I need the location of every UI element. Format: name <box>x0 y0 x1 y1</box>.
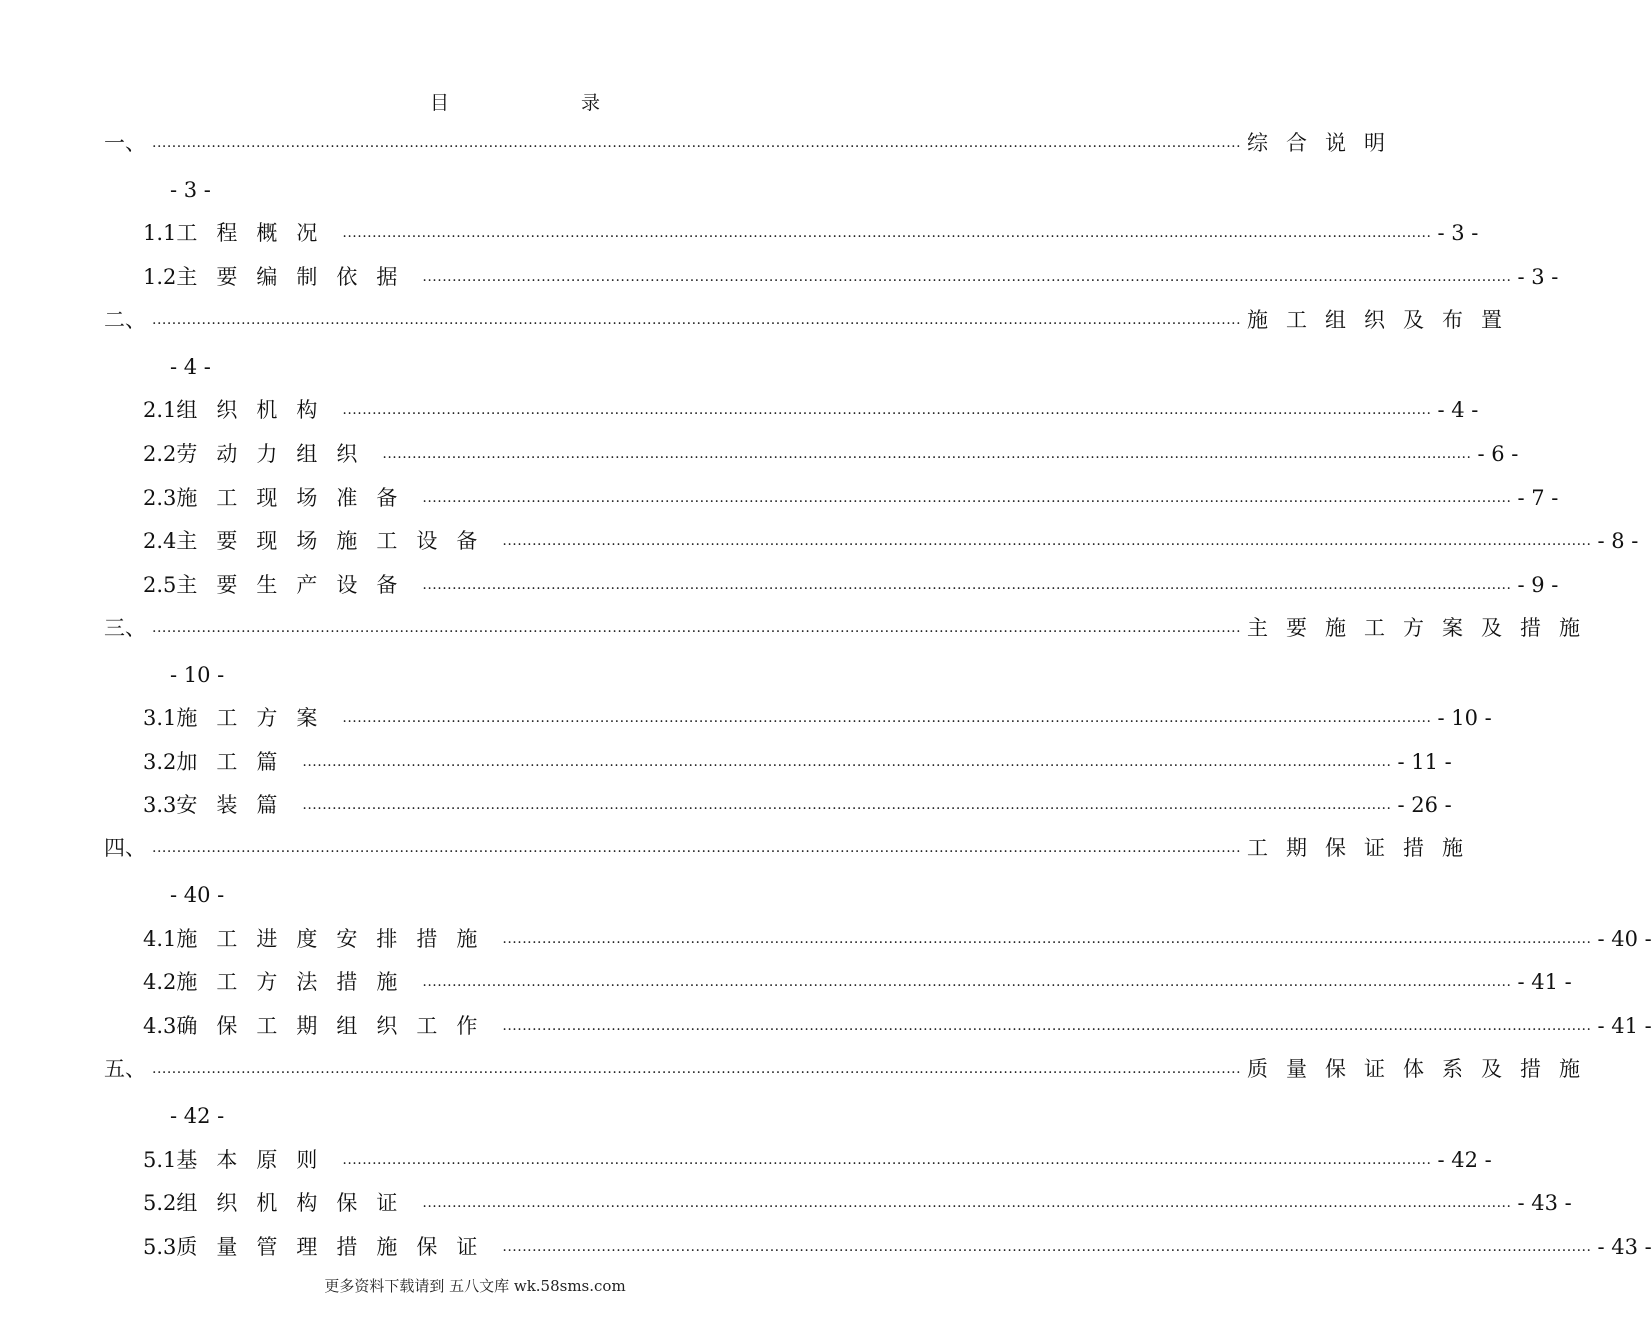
chapter-title: 施工组织及布置 <box>1247 308 1521 332</box>
section-number: 4.3 <box>143 1014 177 1038</box>
dot-leader: ............................................................................................................................................................................................................................ <box>502 1239 1592 1255</box>
section-page-number: - 42 - <box>1437 1148 1492 1172</box>
chapter-number: 三 <box>104 616 125 640</box>
toc-section-row[interactable] <box>143 218 1479 248</box>
chapter-title: 工期保证措施 <box>1247 836 1482 860</box>
dot-leader: ............................................................................................................................................................................................................................ <box>152 312 1242 328</box>
section-number: 2.2 <box>143 442 177 466</box>
section-number: 5.2 <box>143 1191 177 1215</box>
section-page-number: - 26 - <box>1397 793 1452 817</box>
section-page-number: - 9 - <box>1517 573 1559 597</box>
section-page-number: - 11 - <box>1397 750 1452 774</box>
dot-leader: ............................................................................................................................................................................................................................ <box>342 225 1432 241</box>
section-number: 2.4 <box>143 529 177 553</box>
section-number: 4.2 <box>143 970 177 994</box>
section-page-number: - 3 - <box>1437 221 1479 245</box>
chapter-title: 质量保证体系及措施 <box>1247 1057 1599 1081</box>
chapter-number: 一 <box>104 131 125 155</box>
dot-leader: ............................................................................................................................................................................................................................ <box>152 135 1242 151</box>
section-title: 施工进度安排措施 <box>176 927 497 951</box>
toc-chapter-row[interactable] <box>104 613 1599 643</box>
section-page-number: - 3 - <box>1517 265 1559 289</box>
toc-section-row[interactable] <box>143 1232 1652 1262</box>
section-title: 主要生产设备 <box>176 573 417 597</box>
toc-section-row[interactable] <box>143 483 1559 513</box>
dot-leader: ............................................................................................................................................................................................................................ <box>502 931 1592 947</box>
section-title: 确保工期组织工作 <box>176 1014 497 1038</box>
toc-section-row[interactable] <box>143 526 1639 556</box>
dot-leader: ............................................................................................................................................................................................................................ <box>302 797 1392 813</box>
chapter-separator: 、 <box>125 836 146 860</box>
toc-title <box>430 88 600 115</box>
section-title: 质量管理措施保证 <box>176 1235 497 1259</box>
chapter-page-number: - 10 - <box>170 663 225 687</box>
section-title: 施工方法措施 <box>176 970 417 994</box>
dot-leader: ............................................................................................................................................................................................................................ <box>502 533 1592 549</box>
toc-section-row[interactable] <box>143 439 1519 469</box>
toc-title-char-2: 录 <box>580 92 600 114</box>
section-title: 劳动力组织 <box>176 442 377 466</box>
chapter-separator: 、 <box>125 131 146 155</box>
chapter-number: 二 <box>104 308 125 332</box>
toc-section-row[interactable] <box>143 924 1652 954</box>
chapter-title: 综合说明 <box>1247 131 1404 155</box>
chapter-page-number: - 4 - <box>170 355 211 379</box>
section-page-number: - 40 - <box>1597 927 1652 951</box>
toc-chapter-row[interactable] <box>104 128 1404 158</box>
toc-section-row[interactable] <box>143 747 1452 777</box>
toc-chapter-row[interactable] <box>104 833 1482 863</box>
chapter-number: 四 <box>104 836 125 860</box>
dot-leader: ............................................................................................................................................................................................................................ <box>422 974 1512 990</box>
section-page-number: - 43 - <box>1517 1191 1572 1215</box>
section-page-number: - 10 - <box>1437 706 1492 730</box>
section-page-number: - 41 - <box>1517 970 1572 994</box>
dot-leader: ............................................................................................................................................................................................................................ <box>152 620 1242 636</box>
dot-leader: ............................................................................................................................................................................................................................ <box>302 754 1392 770</box>
section-number: 1.2 <box>143 265 177 289</box>
dot-leader: ............................................................................................................................................................................................................................ <box>422 1195 1512 1211</box>
dot-leader: ............................................................................................................................................................................................................................ <box>422 490 1512 506</box>
toc-section-row[interactable] <box>143 1188 1572 1218</box>
section-number: 1.1 <box>143 221 177 245</box>
chapter-separator: 、 <box>125 1057 146 1081</box>
section-title: 施工现场准备 <box>176 486 417 510</box>
section-page-number: - 41 - <box>1597 1014 1652 1038</box>
toc-section-row[interactable] <box>143 703 1492 733</box>
section-title: 组织机构 <box>176 398 337 422</box>
section-number: 4.1 <box>143 927 177 951</box>
section-title: 组织机构保证 <box>176 1191 417 1215</box>
chapter-separator: 、 <box>125 616 146 640</box>
chapter-page-number: - 42 - <box>170 1104 225 1128</box>
dot-leader: ............................................................................................................................................................................................................................ <box>422 577 1512 593</box>
chapter-page-number: - 40 - <box>170 883 225 907</box>
toc-section-row[interactable] <box>143 967 1572 997</box>
section-title: 工程概况 <box>176 221 337 245</box>
section-page-number: - 7 - <box>1517 486 1559 510</box>
section-page-number: - 4 - <box>1437 398 1479 422</box>
dot-leader: ............................................................................................................................................................................................................................ <box>382 446 1472 462</box>
dot-leader: ............................................................................................................................................................................................................................ <box>152 1061 1242 1077</box>
section-number: 3.2 <box>143 750 177 774</box>
toc-section-row[interactable] <box>143 395 1479 425</box>
section-number: 2.1 <box>143 398 177 422</box>
section-page-number: - 8 - <box>1597 529 1639 553</box>
dot-leader: ............................................................................................................................................................................................................................ <box>342 402 1432 418</box>
chapter-page-number: - 3 - <box>170 178 211 202</box>
section-number: 2.3 <box>143 486 177 510</box>
section-number: 5.1 <box>143 1148 177 1172</box>
section-number: 3.3 <box>143 793 177 817</box>
section-number: 5.3 <box>143 1235 177 1259</box>
chapter-number: 五 <box>104 1057 125 1081</box>
section-title: 安装篇 <box>176 793 297 817</box>
footer-text[interactable]: 更多资料下载请到 五八文库 wk.58sms.com <box>324 1277 626 1295</box>
section-title: 加工篇 <box>176 750 297 774</box>
section-number: 3.1 <box>143 706 177 730</box>
dot-leader: ............................................................................................................................................................................................................................ <box>422 269 1512 285</box>
toc-chapter-row[interactable] <box>104 1054 1599 1084</box>
section-title: 主要现场施工设备 <box>176 529 497 553</box>
chapter-separator: 、 <box>125 308 146 332</box>
toc-section-row[interactable] <box>143 790 1452 820</box>
toc-chapter-row[interactable] <box>104 305 1521 335</box>
dot-leader: ............................................................................................................................................................................................................................ <box>342 710 1432 726</box>
section-title: 施工方案 <box>176 706 337 730</box>
dot-leader: ............................................................................................................................................................................................................................ <box>342 1152 1432 1168</box>
section-title: 基本原则 <box>176 1148 337 1172</box>
section-page-number: - 43 - <box>1597 1235 1652 1259</box>
toc-section-row[interactable] <box>143 570 1559 600</box>
toc-section-row[interactable] <box>143 1011 1652 1041</box>
section-title: 主要编制依据 <box>176 265 417 289</box>
toc-title-char-1: 目 <box>430 92 450 114</box>
dot-leader: ............................................................................................................................................................................................................................ <box>502 1018 1592 1034</box>
toc-section-row[interactable] <box>143 262 1559 292</box>
toc-section-row[interactable] <box>143 1145 1492 1175</box>
section-number: 2.5 <box>143 573 177 597</box>
section-page-number: - 6 - <box>1477 442 1519 466</box>
dot-leader: ............................................................................................................................................................................................................................ <box>152 840 1242 856</box>
chapter-title: 主要施工方案及措施 <box>1247 616 1599 640</box>
